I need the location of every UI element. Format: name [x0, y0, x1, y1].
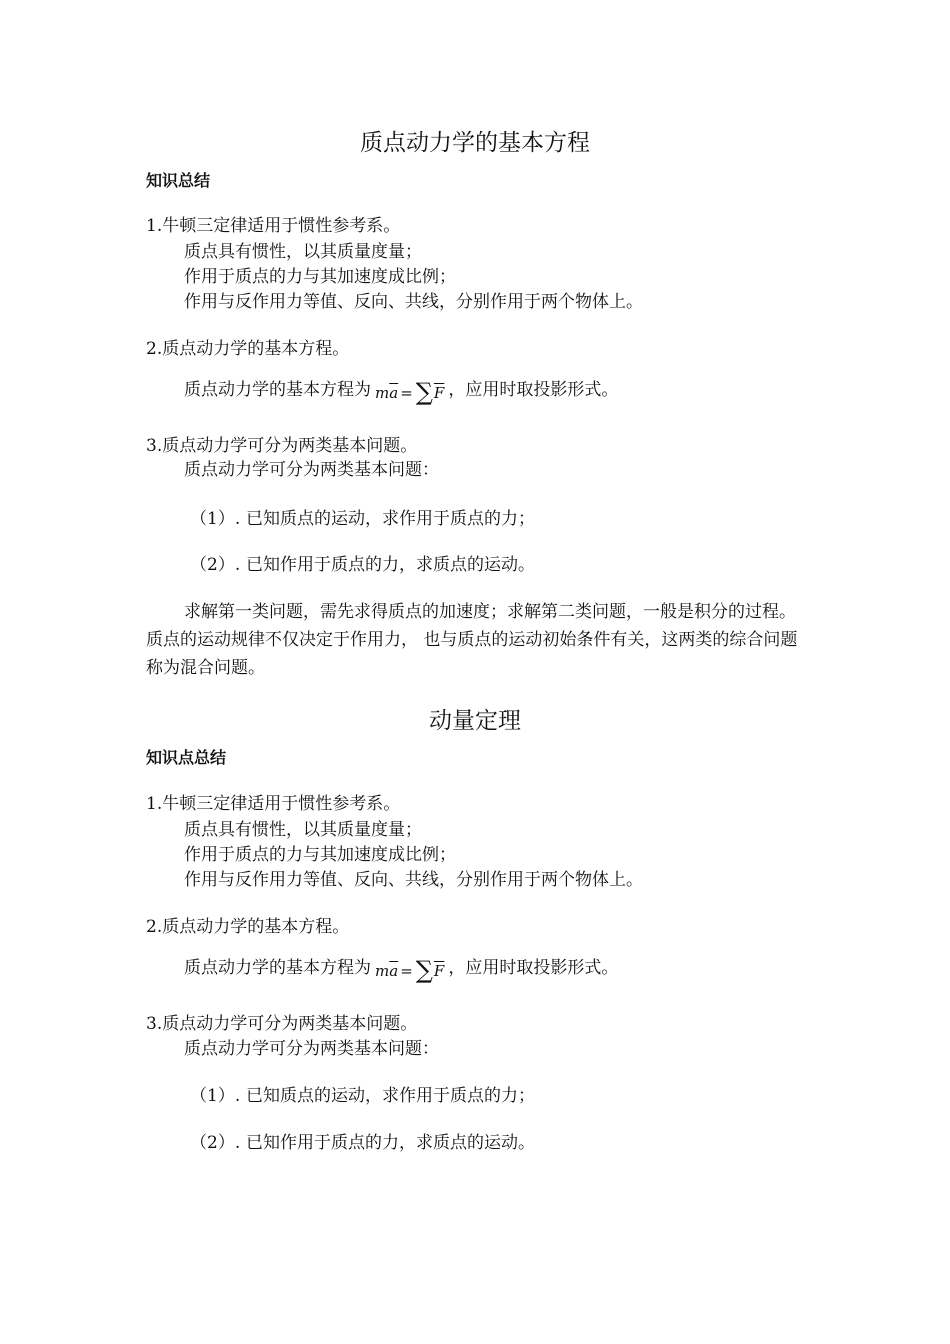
problem-number: （1）.: [190, 1086, 241, 1106]
item-line: 作用与反作用力等值、反向、共线，分别作用于两个物体上。: [184, 870, 643, 890]
formula-acceleration: $\overline{a}$: [389, 962, 399, 980]
item-heading: 3.质点动力学可分为两类基本问题。: [146, 1014, 418, 1034]
formula-mass: m: [375, 384, 390, 402]
problem-number: （2）.: [190, 555, 241, 575]
problem-type: [190, 507, 535, 531]
problem-text: 已知作用于质点的力，求质点的运动。: [246, 1133, 535, 1153]
section-heading: 知识总结: [146, 171, 211, 190]
problem-text: 已知质点的运动，求作用于质点的力；: [246, 509, 535, 529]
problem-number: （1）.: [190, 509, 241, 529]
item-heading: 2.质点动力学的基本方程。: [146, 917, 350, 937]
problem-text: 已知质点的运动，求作用于质点的力；: [246, 1086, 535, 1106]
item-line: 质点动力学可分为两类基本问题：: [184, 1039, 439, 1059]
problem-type: [190, 1084, 535, 1108]
problem-type: [190, 553, 535, 577]
formula-line: [184, 378, 618, 405]
item-heading: 3.质点动力学可分为两类基本问题。: [146, 436, 418, 456]
item-heading: 2.质点动力学的基本方程。: [146, 339, 350, 359]
newton-formula: [375, 958, 444, 983]
item-line: 作用于质点的力与其加速度成比例；: [184, 267, 456, 287]
item-line: 作用与反作用力等值、反向、共线，分别作用于两个物体上。: [184, 292, 643, 312]
section-heading: 知识点总结: [146, 748, 227, 767]
formula-equals: =: [400, 384, 413, 402]
problem-text: 已知作用于质点的力，求质点的运动。: [246, 555, 535, 575]
formula-intro: 质点动力学的基本方程为: [184, 380, 371, 400]
sum-symbol: ∑: [415, 956, 433, 984]
formula-mass: m: [375, 962, 390, 980]
formula-outro: ，应用时取投影形式。: [448, 958, 619, 978]
formula-force: $\overline{F}$: [433, 384, 445, 402]
item-line: 质点具有惯性，以其质量度量；: [184, 242, 422, 262]
section-title: 动量定理: [429, 708, 521, 734]
item-line: 质点动力学可分为两类基本问题：: [184, 460, 439, 480]
formula-outro: ，应用时取投影形式。: [448, 380, 619, 400]
formula-acceleration: $\overline{a}$: [389, 384, 399, 402]
item-line: 作用于质点的力与其加速度成比例；: [184, 845, 456, 865]
formula-intro: 质点动力学的基本方程为: [184, 958, 371, 978]
newton-formula: [375, 380, 444, 405]
item-heading: 1.牛顿三定律适用于惯性参考系。: [146, 216, 401, 236]
formula-line: [184, 956, 618, 983]
formula-equals: =: [400, 962, 413, 980]
formula-force: $\overline{F}$: [433, 962, 445, 980]
item-heading: 1.牛顿三定律适用于惯性参考系。: [146, 794, 401, 814]
summary-paragraph: 求解第一类问题，需先求得质点的加速度；求解第二类问题，一般是积分的过程。质点的运动规律不仅决定于作用力， 也与质点的运动初始条件有关，这两类的综合问题称为混合问题。: [146, 602, 798, 678]
sum-symbol: ∑: [415, 378, 433, 406]
item-line: 质点具有惯性，以其质量度量；: [184, 820, 422, 840]
problem-type: [190, 1131, 535, 1155]
section-title: 质点动力学的基本方程: [360, 130, 590, 156]
problem-number: （2）.: [190, 1133, 241, 1153]
